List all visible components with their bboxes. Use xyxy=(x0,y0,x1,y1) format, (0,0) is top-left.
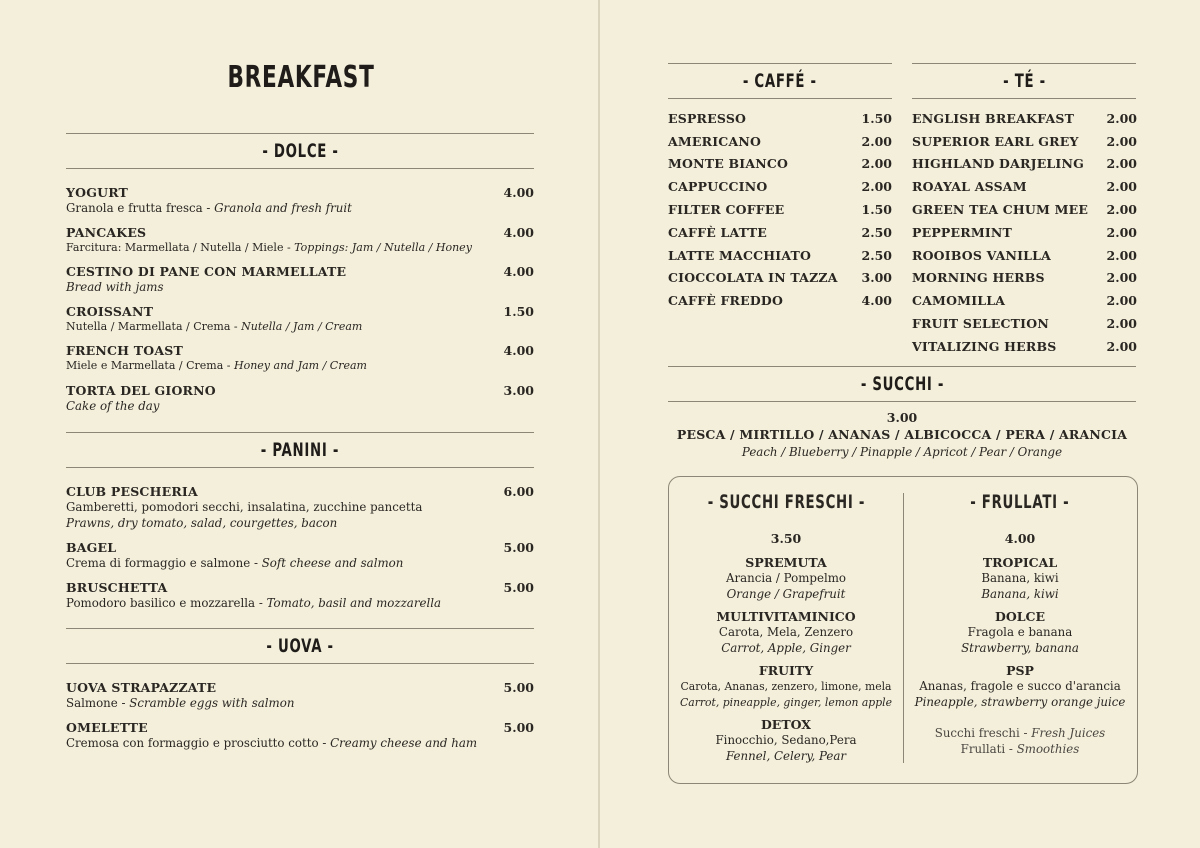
succhi-freschi-column xyxy=(669,491,903,770)
item-price: 5.00 xyxy=(503,540,534,555)
item-description: Crema di formaggio e salmone - Soft cheese and salmon xyxy=(66,556,404,570)
menu-item: LATTE MACCHIATO 2.50 xyxy=(668,247,892,263)
uova-list xyxy=(66,680,534,759)
smoothie-item: DOLCE Fragola e banana Strawberry, banana xyxy=(961,609,1079,655)
succhi-price: 3.00 xyxy=(886,410,918,425)
item-price: 5.00 xyxy=(503,680,534,695)
menu-item: ROAYAL ASSAM 2.00 xyxy=(912,179,1137,195)
item-name: OMELETTE xyxy=(66,719,148,735)
item-description-en: Prawns, dry tomato, salad, courgettes, bacon xyxy=(66,516,338,530)
menu-item: CAMOMILLA 2.00 xyxy=(912,293,1137,309)
page-fold xyxy=(598,0,600,848)
item-description: Bread with jams xyxy=(66,280,164,294)
frullati-column xyxy=(903,491,1137,757)
menu-item: PEPPERMINT 2.00 xyxy=(912,224,1137,240)
item-price: 4.00 xyxy=(503,264,534,279)
section-header-panini xyxy=(66,432,534,468)
juice-item: FRUITY Carota, Ananas, zenzero, limone, mela Carrot, pineapple, ginger, lemon apple xyxy=(680,663,892,709)
item-description: Pomodoro basilico e mozzarella - Tomato, basil and mozzarella xyxy=(66,595,442,610)
menu-item xyxy=(66,383,534,423)
item-price: 4.00 xyxy=(503,185,534,200)
item-description: Miele e Marmellata / Crema - Honey and Jam / Cream xyxy=(66,359,367,372)
item-description: Farcitura: Marmellata / Nutella / Miele - Toppings: Jam / Nutella / Honey xyxy=(66,240,472,254)
section-title-dolce: - DOLCE - xyxy=(261,140,339,162)
item-name: UOVA STRAPAZZATE xyxy=(66,680,217,695)
section-title-caffe: - CAFFÉ - xyxy=(743,70,817,92)
menu-item xyxy=(66,264,534,304)
menu-item: SUPERIOR EARL GREY 2.00 xyxy=(912,133,1137,149)
section-title-frullati: - FRULLATI - xyxy=(970,491,1070,513)
item-description: Salmone - Scramble eggs with salmon xyxy=(66,696,295,710)
section-header-te xyxy=(912,63,1136,99)
item-price: 5.00 xyxy=(503,719,534,735)
menu-item xyxy=(66,680,534,720)
menu-item: ESPRESSO 1.50 xyxy=(668,110,892,126)
menu-item xyxy=(66,225,534,265)
juices-smoothies-box xyxy=(668,476,1138,784)
section-title-te: - TÉ - xyxy=(1002,70,1046,92)
juice-item: DETOX Finocchio, Sedano,Pera Fennel, Celery, Pear xyxy=(715,717,857,763)
item-description: Cremosa con formaggio e prosciutto cotto - Creamy cheese and ham xyxy=(66,735,478,750)
section-title-succhi: - SUCCHI - xyxy=(860,373,944,395)
item-description: Nutella / Marmellata / Crema - Nutella / Jam / Cream xyxy=(66,319,363,333)
te-list xyxy=(912,107,1137,358)
section-title-panini: - PANINI - xyxy=(260,439,340,461)
item-name: CESTINO DI PANE CON MARMELLATE xyxy=(66,264,347,279)
menu-item: HIGHLAND DARJELING 2.00 xyxy=(912,156,1137,172)
juice-item: MULTIVITAMINICO Carota, Mela, Zenzero Carrot, Apple, Ginger xyxy=(716,609,856,655)
menu-item: AMERICANO 2.00 xyxy=(668,133,892,149)
menu-item: ROOIBOS VANILLA 2.00 xyxy=(912,247,1137,263)
menu-item xyxy=(66,343,534,383)
menu-item xyxy=(66,484,534,540)
item-name: BRUSCHETTA xyxy=(66,579,168,595)
panini-list xyxy=(66,484,534,619)
menu-item xyxy=(66,185,534,225)
menu-item: FILTER COFFEE 1.50 xyxy=(668,202,892,218)
menu-item: VITALIZING HERBS 2.00 xyxy=(912,338,1137,354)
dolce-list xyxy=(66,185,534,422)
succhi-block xyxy=(668,409,1136,461)
item-price: 5.00 xyxy=(503,579,534,595)
menu-item: CAPPUCCINO 2.00 xyxy=(668,179,892,195)
item-name: CROISSANT xyxy=(66,303,154,319)
item-description: Cake of the day xyxy=(66,398,160,413)
smoothie-item: TROPICAL Banana, kiwi Banana, kiwi xyxy=(981,555,1059,601)
section-header-caffe xyxy=(668,63,892,99)
menu-item: MONTE BIANCO 2.00 xyxy=(668,156,892,172)
item-name: FRENCH TOAST xyxy=(66,343,183,358)
section-header-uova xyxy=(66,628,534,664)
menu-item xyxy=(66,580,534,620)
section-header-succhi xyxy=(668,366,1136,402)
menu-item xyxy=(66,540,534,580)
page-title: BREAKFAST xyxy=(227,60,375,95)
menu-item xyxy=(66,304,534,344)
menu-item xyxy=(66,720,534,760)
item-name: TORTA DEL GIORNO xyxy=(66,382,216,398)
item-name: CLUB PESCHERIA xyxy=(66,484,198,499)
menu-item: FRUIT SELECTION 2.00 xyxy=(912,316,1137,332)
item-description: Gamberetti, pomodori secchi, insalatina, zucchine pancetta xyxy=(66,500,423,514)
item-price: 1.50 xyxy=(503,303,534,319)
section-title-succhi-freschi: - SUCCHI FRESCHI - xyxy=(707,491,865,513)
item-price: 3.00 xyxy=(503,382,534,398)
frullati-price: 4.00 xyxy=(1004,531,1036,546)
menu-item: GREEN TEA CHUM MEE 2.00 xyxy=(912,202,1137,218)
menu-item: CAFFÈ FREDDO 4.00 xyxy=(668,293,892,309)
menu-item: CAFFÈ LATTE 2.50 xyxy=(668,224,892,240)
item-price: 4.00 xyxy=(503,224,534,240)
item-name: PANCAKES xyxy=(66,224,147,240)
item-price: 4.00 xyxy=(503,343,534,358)
succhi-freschi-price: 3.50 xyxy=(770,531,802,546)
succhi-flavors: PESCA / MIRTILLO / ANANAS / ALBICOCCA / PERA / ARANCIA xyxy=(676,427,1128,442)
section-title-uova: - UOVA - xyxy=(266,635,334,657)
succhi-flavors-en: Peach / Blueberry / Pinapple / Apricot / Pear / Orange xyxy=(741,445,1063,459)
juices-legend: Succhi freschi - Fresh Juices Frullati - Smoothies xyxy=(934,726,1106,756)
menu-item: MORNING HERBS 2.00 xyxy=(912,270,1137,286)
section-header-dolce xyxy=(66,133,534,169)
menu-item: ENGLISH BREAKFAST 2.00 xyxy=(912,110,1137,126)
item-price: 6.00 xyxy=(503,484,534,499)
juice-item: SPREMUTA Arancia / Pompelmo Orange / Grapefruit xyxy=(725,555,847,601)
item-name: YOGURT xyxy=(66,185,129,200)
smoothie-item: PSP Ananas, fragole e succo d'arancia Pineapple, strawberry orange juice xyxy=(914,663,1126,709)
caffe-list xyxy=(668,107,892,312)
item-name: BAGEL xyxy=(66,540,117,555)
menu-item: CIOCCOLATA IN TAZZA 3.00 xyxy=(668,270,892,286)
item-description: Granola e frutta fresca - Granola and fresh fruit xyxy=(66,201,352,215)
